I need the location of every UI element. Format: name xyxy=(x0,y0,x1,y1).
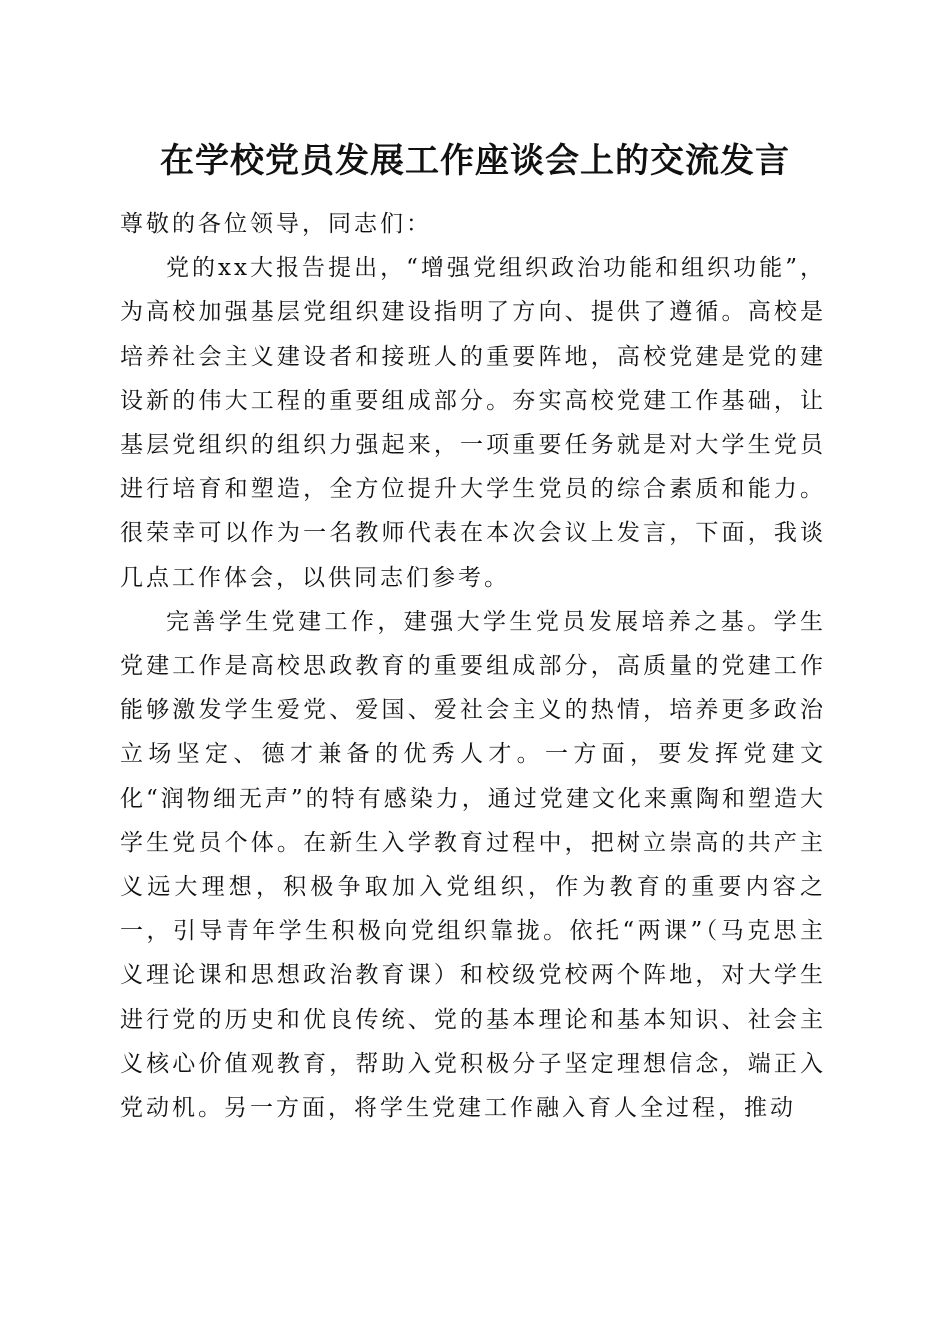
salutation: 尊敬的各位领导，同志们： xyxy=(120,211,432,237)
page-title: 在学校党员发展工作座谈会上的交流发言 xyxy=(160,141,790,181)
paragraph-student-party-building: 完善学生党建工作，建强大学生党员发展培养之基。学生党建工作是高校思政教育的重要组成部分，高质量的党建工作能够激发学生爱党、爱国、爱社会主义的热情，培养更多政治立场坚定、德才兼备的优秀人才。一方面，要发挥党建文化“润物细无声”的特有感染力，通过党建文化来熏陶和塑造大学生党员个体。在新生入学教育过程中，把树立崇高的共产主义远大理想，积极争取加入党组织，作为教育的重要内容之一，引导青年学生积极向党组织靠拢。依托“两课”（马克思主义理论课和思想政治教育课）和校级党校两个阵地，对大学生进行党的历史和优良传统、党的基本理论和基本知识、社会主义核心价值观教育，帮助入党积极分子坚定理想信念，端正入党动机。另一方面，将学生党建工作融入育人全过程，推动 xyxy=(120,608,826,1122)
paragraph-intro: 党的xx大报告提出，“增强党组织政治功能和组织功能”，为高校加强基层党组织建设指明了方向、提供了遵循。高校是培养社会主义建设者和接班人的重要阵地，高校党建是党的建设新的伟大工程的重要组成部分。夯实高校党建工作基础，让基层党组织的组织力强起来，一项重要任务就是对大学生党员进行培育和塑造，全方位提升大学生党员的综合素质和能力。很荣幸可以作为一名教师代表在本次会议上发言，下面，我谈几点工作体会，以供同志们参考。 xyxy=(120,255,826,591)
document-body xyxy=(120,202,826,1130)
